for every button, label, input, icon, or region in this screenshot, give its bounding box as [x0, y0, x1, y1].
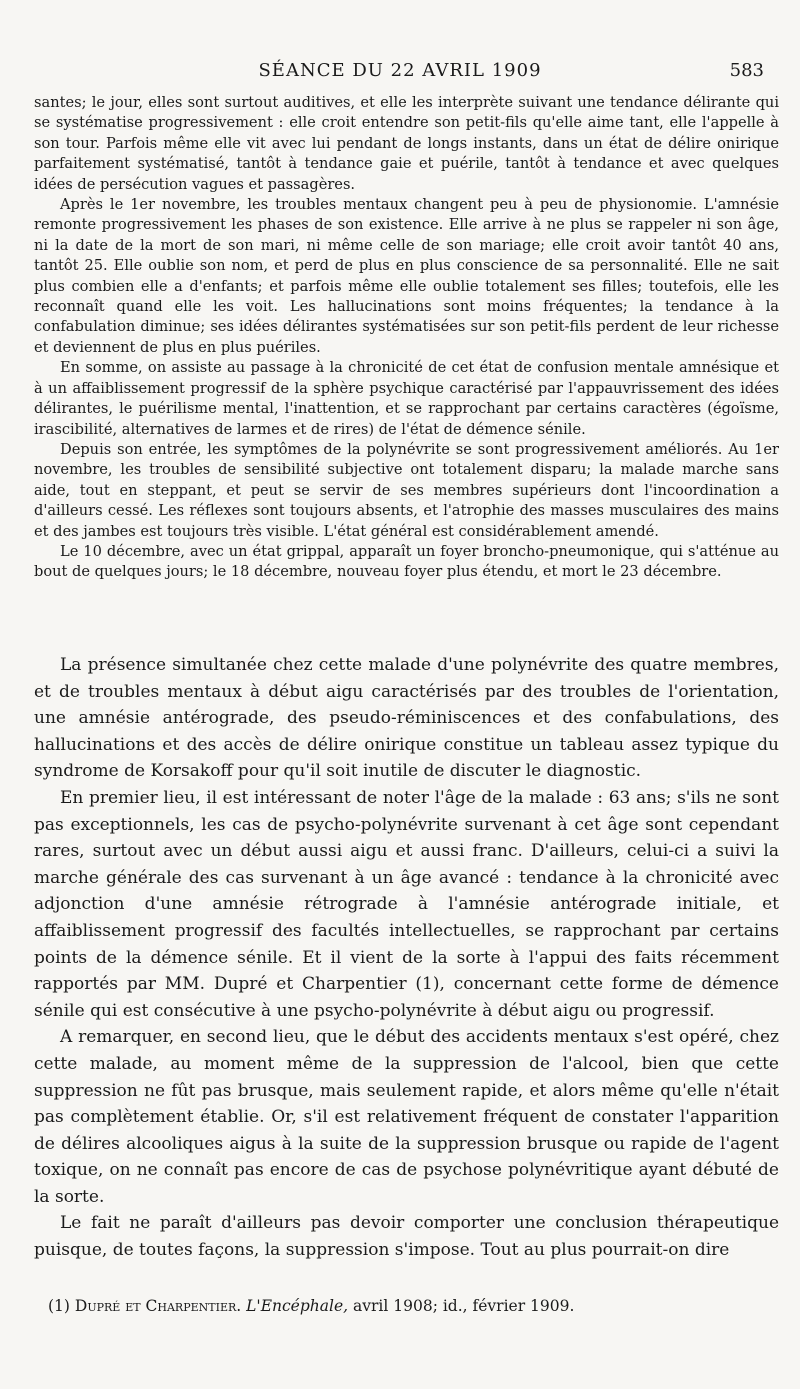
- page-number: 583: [729, 60, 764, 81]
- paragraph: Le 10 décembre, avec un état grippal, apparaît un foyer broncho-pneumonique, qui s'atténue au bout de quelques jours; le 18 décembre, nouveau foyer plus étendu, et mort le 23 décembre.: [34, 542, 779, 581]
- paragraph: Le fait ne paraît d'ailleurs pas devoir comporter une conclusion thérapeutique puisque, de toutes façons, la suppression s'impose. Tout au plus pourrait-on dire: [34, 1213, 779, 1261]
- paragraph: Après le 1er novembre, les troubles mentaux changent peu à peu de physionomie. L'amnésie remonte progressivement les phases de son existence. Elle arrive à ne plus se rappeler ni son âge, ni la date de la mort de son mari, ni même celle de son mariage; elle croit avoir tantôt 40 ans, tantôt 25. Elle oublie son nom, et perd de plus en plus conscience de sa personnalité. Elle ne sait plus combien elle a d'enfants; et parfois même elle oublie totalement ses filles; toutefois, elle les reconnaît quand elle les voit. Les hallucinations sont moins fréquentes; la tendance à la confabulation diminue; ses idées délirantes systématisées sur son petit-fils perdent de leur richesse et deviennent de plus en plus puériles.: [34, 196, 779, 356]
- paragraph: En somme, on assiste au passage à la chronicité de cet état de confusion mentale amnésique et à un affaiblissement progressif de la sphère psychique caractérisé par l'appauvrissement des idées délirantes, le puérilisme mental, l'inattention, et se rapprochant par certains caractères (égoïsme, irascibilité, alternatives de larmes et de rires) de l'état de démence sénile.: [34, 359, 779, 438]
- paragraph: Depuis son entrée, les symptômes de la polynévrite se sont progressivement améliorés. Au 1er novembre, les troubles de sensibilité subjective ont totalement disparu; la malade marche sans aide, tout en steppant, et peut se servir de ses membres supérieurs dont l'incoordination a d'ailleurs cessé. Les réflexes sont toujours absents, et l'atrophie des masses musculaires des mains et des jambes est toujours très visible. L'état général est considérablement amendé.: [34, 440, 779, 540]
- footnote-authors: Dupré et Charpentier.: [74, 1297, 242, 1315]
- paragraph: A remarquer, en second lieu, que le début des accidents mentaux s'est opéré, chez cette malade, au moment même de la suppression de l'alcool, bien que cette suppression ne fût pas brusque, mais seulement rapide, et alors même qu'elle n'était pas complètement établie. Or, s'il est relativement fréquent de constater l'apparition de délires alcooliques aigus à la suite de la suppression brusque ou rapide de l'agent toxique, on ne connaît pas encore de cas de psychose polynévritique ayant débuté de la sorte.: [34, 1027, 779, 1207]
- footnote-journal: L'Encéphale,: [246, 1297, 349, 1315]
- paragraph: santes; le jour, elles sont surtout auditives, et elle les interprète suivant une tendance délirante qui se systématise progressivement : elle croit entendre son petit-fils qu'elle aime tant, elle l'appelle à son tour. Parfois même elle vit avec lui pendant de longs instants, dans un état de délire onirique parfaitement systématisé, tantôt à tendance gaie et puérile, tantôt à tendance et avec quelques idées de persécution vagues et passagères.: [34, 94, 779, 193]
- footnote-details: avril 1908; id., février 1909.: [353, 1297, 575, 1315]
- footnote-marker: (1): [48, 1297, 70, 1315]
- footnote: [48, 1297, 778, 1315]
- paragraph: La présence simultanée chez cette malade d'une polynévrite des quatre membres, et de troubles mentaux à début aigu caractérisés par des troubles de l'orientation, une amnésie antérograde, des pseudo-réminiscences et des confabulations, des hallucinations et des accès de délire onirique constitue un tableau assez typique du syndrome de Korsakoff pour qu'il soit inutile de discuter le diagnostic.: [34, 655, 779, 782]
- page-header: [0, 58, 800, 88]
- running-title: SÉANCE DU 22 AVRIL 1909: [258, 60, 542, 81]
- case-report-text: [34, 93, 779, 583]
- discussion-text: [34, 652, 779, 1264]
- paragraph: En premier lieu, il est intéressant de noter l'âge de la malade : 63 ans; s'ils ne sont pas exceptionnels, les cas de psycho-polynévrite survenant à cet âge sont cependant rares, surtout avec un début aussi aigu et aussi franc. D'ailleurs, celui-ci a suivi la marche générale des cas survenant à un âge avancé : tendance à la chronicité avec adjonction d'une amnésie rétrograde à l'amnésie antérograde initiale, et affaiblissement progressif des facultés intellectuelles, se rapprochant par certains points de la démence sénile. Et il vient de la sorte à l'appui des faits récemment rapportés par MM. Dupré et Charpentier (1), concernant cette forme de démence sénile qui est consécutive à une psycho-polynévrite à début aigu ou progressif.: [34, 787, 779, 1021]
